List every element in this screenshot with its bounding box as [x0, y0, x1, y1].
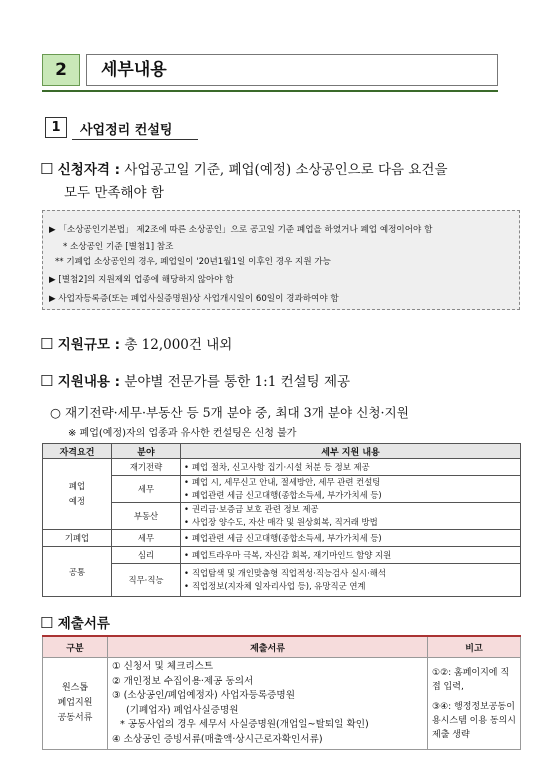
remark-cell	[428, 658, 521, 750]
support-table	[42, 443, 521, 597]
detail-cell: • 폐업트라우마 극복, 자신감 회복, 재기마인드 함양 지원	[181, 547, 521, 564]
scale-text: 총 12,000건 내외	[124, 337, 233, 353]
eligibility-paragraph	[40, 158, 448, 178]
table-row	[43, 476, 521, 503]
requirement-note: * 소상공인 기준 [별첨1] 참조	[63, 242, 174, 252]
docs-heading	[40, 612, 110, 632]
checkbox-square-icon: ☐	[40, 335, 54, 353]
detail-cell: • 직업탐색 및 개인맞춤형 직업적성·직능검사 실시·해석 • 직업정보(지자체 일자리사업 등), 유망직군 연계	[181, 564, 521, 597]
content-text: 분야별 전문가를 통한 1:1 컨설팅 제공	[124, 374, 351, 390]
list-item: ① 신청서 및 체크리스트	[112, 661, 214, 672]
checkbox-square-icon: ☐	[40, 614, 54, 632]
remark-text: ③④: 행정정보공동이용시스템 이용 동의시 제출 생략	[432, 701, 516, 740]
detail-cell: • 폐업 시, 세무신고 안내, 절세방안, 세무 관련 컨설팅 • 폐업관련 세금 신고대행(종합소득세, 부가가치세 등)	[181, 476, 521, 503]
table-row	[43, 530, 521, 547]
scale-label: 지원규모 :	[57, 337, 121, 353]
table-row	[43, 503, 521, 530]
field-cell: 세무	[112, 530, 181, 547]
table-header: 분야	[112, 444, 181, 459]
field-cell: 부동산	[112, 503, 181, 530]
detail-cell: • 폐업 절차, 신고사항 집기·시설 처분 등 정보 제공	[181, 459, 521, 476]
section-divider	[42, 90, 498, 92]
list-item: ④ 소상공인 증빙서류(매출액·상시근로자확인서류)	[112, 733, 323, 745]
table-header: 비고	[428, 636, 521, 658]
scale-paragraph	[40, 333, 232, 353]
list-item: (기폐업자) 폐업사실증명원	[126, 704, 239, 716]
content-paragraph	[40, 370, 350, 390]
requirement-note: ▶ [별첨2]의 지원제외 업종에 해당하지 않아야 함	[49, 275, 234, 285]
table-header: 제출서류	[108, 636, 428, 658]
section-title: 세부내용	[86, 54, 498, 86]
table-header: 세부 지원 내용	[181, 444, 521, 459]
detail-cell: • 폐업관련 세금 신고대행(종합소득세, 부가가치세 등)	[181, 530, 521, 547]
checkbox-square-icon: ☐	[40, 160, 54, 178]
remark-text: ①②: 홈페이지에 직접 입력,	[432, 667, 510, 692]
eligibility-label: 신청자격 :	[57, 162, 121, 178]
content-label: 지원내용 :	[57, 374, 121, 390]
field-cell: 세무	[112, 476, 181, 503]
subsection-title: 사업정리 컨설팅	[80, 123, 173, 138]
qualification-cell: 폐업 예정	[43, 459, 112, 530]
field-cell: 심리	[112, 547, 181, 564]
table-row	[43, 658, 521, 750]
table-row	[43, 564, 521, 597]
requirements-box	[42, 210, 520, 310]
table-header: 자격요건	[43, 444, 112, 459]
requirement-note: ▶ 사업자등록증(또는 폐업사실증명원)상 사업개시일이 60일이 경과하여야 함	[49, 294, 339, 304]
content-note: ※ 폐업(예정)자의 업종과 유사한 컨설팅은 신청 불가	[68, 428, 297, 439]
list-item: ② 개인정보 수집이용·제공 동의서	[112, 675, 254, 687]
requirement-note: ▶ 「소상공인기본법」 제2조에 따른 소상공인」으로 공고일 기준 폐업을 하였거나 폐업 예정이어야 함	[49, 225, 433, 235]
subsection-number: 1	[45, 117, 67, 138]
subsection-underline	[72, 139, 198, 140]
table-row	[43, 547, 521, 564]
eligibility-text-2: 모두 만족해야 함	[64, 185, 164, 201]
eligibility-text: 사업공고일 기준, 폐업(예정) 소상공인으로 다음 요건을	[124, 162, 448, 178]
field-cell: 직무·직능	[112, 564, 181, 597]
detail-cell: • 권리금·보증금 보호 관련 정보 제공 • 사업장 양수도, 자산 매각 및 원상회복, 직거래 방법	[181, 503, 521, 530]
table-row	[43, 459, 521, 476]
category-cell: 원스톱 폐업지원 공동서류	[43, 658, 108, 750]
list-item: ③ (소상공인/폐업예정자) 사업자등록증명원	[112, 690, 295, 701]
docs-title: 제출서류	[57, 616, 110, 632]
field-cell: 재기전략	[112, 459, 181, 476]
qualification-cell: 기폐업	[43, 530, 112, 547]
table-header: 구분	[43, 636, 108, 658]
documents-list-cell	[108, 658, 428, 750]
requirement-note: ** 기폐업 소상공인의 경우, 폐업일이 '20년1월1일 이후인 경우 지원 가능	[55, 257, 331, 267]
qualification-cell: 공통	[43, 547, 112, 597]
section-number: 2	[42, 54, 80, 86]
content-bullet: ○ 재기전략·세무·부동산 등 5개 분야 중, 최대 3개 분야 신청·지원	[50, 405, 409, 420]
checkbox-square-icon: ☐	[40, 372, 54, 390]
list-item: * 공동사업의 경우 세무서 사실증명원(개업일~탈퇴일 확인)	[120, 719, 369, 730]
documents-table	[42, 635, 521, 750]
